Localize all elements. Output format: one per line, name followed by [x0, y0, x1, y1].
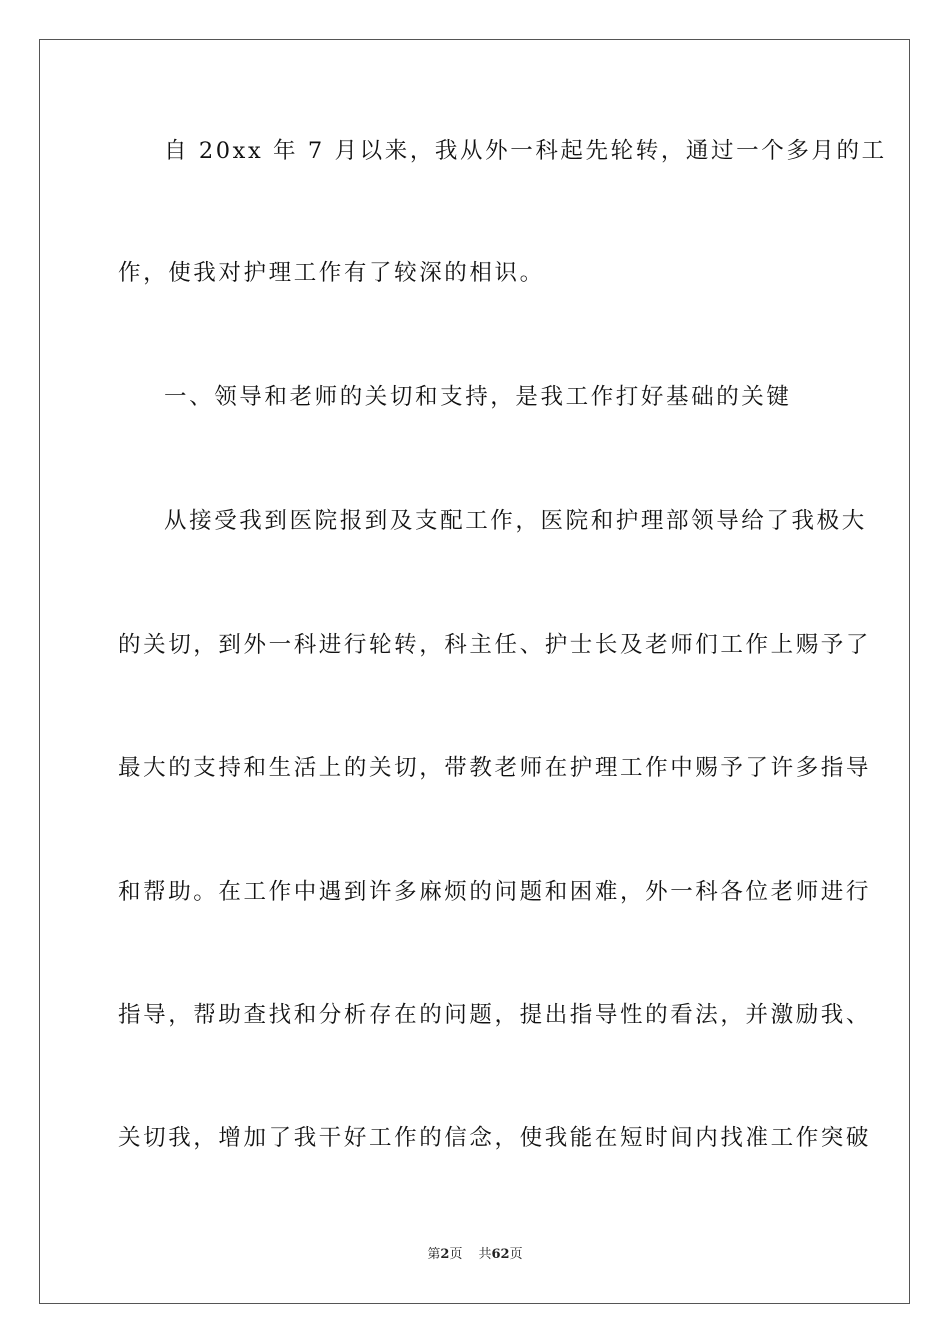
paragraph-2-line-2: 的关切，到外一科进行轮转，科主任、护士长及老师们工作上赐予了 [118, 632, 872, 658]
page-prefix: 第 [427, 1247, 441, 1262]
page-number: 2 [440, 1247, 450, 1262]
paragraph-2-line-4: 和帮助。在工作中遇到许多麻烦的问题和困难，外一科各位老师进行 [118, 879, 872, 905]
paragraph-2-line-3: 最大的支持和生活上的关切，带教老师在护理工作中赐予了许多指导 [118, 755, 872, 781]
paragraph-1-line-2: 作，使我对护理工作有了较深的相识。 [118, 260, 545, 286]
total-prefix: 共 [478, 1247, 492, 1262]
paragraph-1-line-1: 自 20xx 年 7 月以来，我从外一科起先轮转，通过一个多月的工 [164, 138, 887, 164]
paragraph-2-line-5: 指导，帮助查找和分析存在的问题，提出指导性的看法，并激励我、 [118, 1002, 872, 1028]
paragraph-2-line-1: 从接受我到医院报到及支配工作，医院和护理部领导给了我极大 [164, 508, 867, 534]
page-footer [0, 1246, 950, 1264]
total-suffix: 页 [509, 1247, 523, 1262]
page-suffix: 页 [449, 1247, 463, 1262]
page-frame [39, 39, 910, 1304]
total-pages: 62 [491, 1247, 510, 1262]
section-heading: 一、领导和老师的关切和支持，是我工作打好基础的关键 [164, 384, 792, 410]
paragraph-2-line-6: 关切我，增加了我干好工作的信念，使我能在短时间内找准工作突破 [118, 1125, 872, 1151]
